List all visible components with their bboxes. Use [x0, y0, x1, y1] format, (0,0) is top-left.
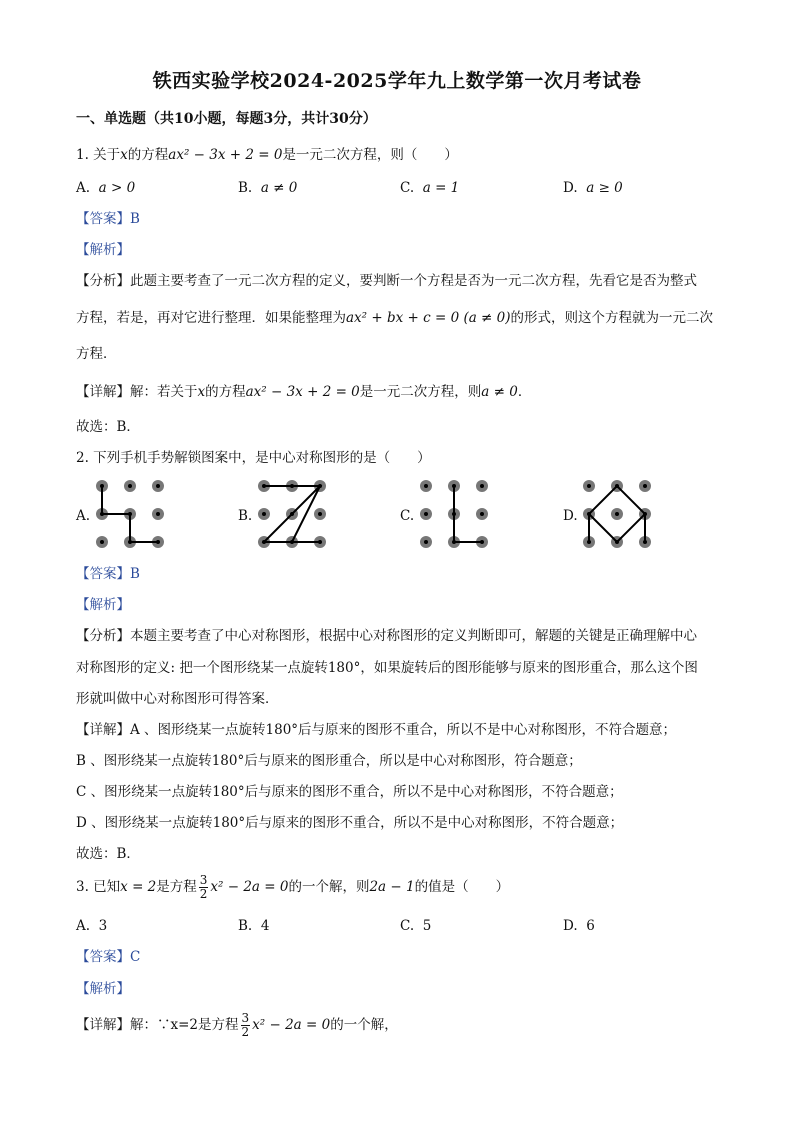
q1-analysis-2a: 方程，若是，再对它进行整理．如果能整理为 [76, 310, 346, 326]
q3-option-c [400, 917, 431, 935]
q3-detail-fraction [241, 1012, 251, 1039]
q1-stem [76, 146, 458, 164]
q3-detail-a: 【详解】解：∵x=2是方程 [76, 1017, 239, 1033]
q3-analysis-head: 【解析】 [76, 981, 130, 997]
option-label: C. [400, 918, 415, 934]
q1-var: x [120, 147, 128, 163]
option-text: 6 [586, 918, 595, 934]
q3-option-a [76, 917, 107, 935]
option-text: a ≥ 0 [586, 180, 623, 196]
q3-option-b [238, 917, 269, 935]
q2-analysis-1: 【分析】本题主要考查了中心对称图形，根据中心对称图形的定义判断即可，解题的关键是正确理解中心 [76, 628, 697, 644]
q2-detail-2: B 、图形绕某一点旋转180°后与原来的图形重合，所以是中心对称图形，符合题意； [76, 753, 582, 769]
q1-detail-c: 是一元二次方程，则 [359, 384, 482, 400]
q1-analysis-3: 方程． [76, 346, 117, 362]
page-title: 铁西实验学校2024-2025学年九上数学第一次月考试卷 [152, 70, 642, 92]
q2-detail-4: D 、图形绕某一点旋转180°后与原来的图形不重合，所以不是中心对称图形，不符合题意； [76, 815, 624, 831]
q3-stem-pre: 3. 已知 [76, 879, 121, 895]
q2-figure-c [416, 476, 491, 551]
q3-detail-eq: x² − 2a = 0 [252, 1017, 331, 1033]
q1-detail-d: ． [517, 384, 532, 400]
q2-label-c: C. [400, 508, 415, 524]
q3-frac-den: 2 [199, 887, 208, 901]
q1-detail-eq2: a ≠ 0 [481, 384, 518, 400]
q2-analysis-head: 【解析】 [76, 597, 130, 613]
q3-fraction [199, 874, 209, 901]
option-label: B. [238, 918, 253, 934]
q1-equation: ax² − 3x + 2 = 0 [168, 147, 283, 163]
q3-stem [76, 872, 509, 902]
q1-analysis-2b: 的形式，则这个方程就为一元二次 [510, 310, 714, 326]
q2-label-b: B. [238, 508, 253, 524]
q1-detail-eq: ax² − 3x + 2 = 0 [245, 384, 360, 400]
q1-option-d [563, 179, 623, 197]
q1-detail-b: 的方程 [205, 384, 246, 400]
option-label: C. [400, 180, 415, 196]
q2-analysis-3: 形就叫做中心对称图形可得答案． [76, 691, 279, 707]
q1-detail-a: 【详解】解：若关于 [76, 384, 198, 400]
q3-detail [76, 1010, 398, 1040]
q1-analysis-2 [76, 309, 713, 327]
option-text: a = 1 [422, 180, 460, 196]
option-label: A. [76, 918, 91, 934]
q1-stem-pre: 1. 关于 [76, 147, 121, 163]
option-label: A. [76, 180, 91, 196]
q1-stem-post: 是一元二次方程，则（ ） [282, 147, 458, 163]
q3-stem-mid2: 的一个解，则 [288, 879, 370, 895]
q2-stem: 2. 下列手机手势解锁图案中，是中心对称图形的是（ ） [76, 450, 431, 466]
option-text: 3 [98, 918, 108, 934]
q3-eq1: x = 2 [120, 879, 157, 895]
q2-choice: 故选：B． [76, 846, 140, 862]
q1-option-a [76, 179, 135, 197]
q3-detail-frac-den: 2 [241, 1025, 250, 1039]
q3-eq2: x² − 2a = 0 [210, 879, 289, 895]
q1-analysis-1: 【分析】此题主要考查了一元二次方程的定义，要判断一个方程是否为一元二次方程，先看它是否为整式 [76, 273, 697, 289]
q1-answer: 【答案】B [76, 211, 140, 227]
q3-answer: 【答案】C [76, 949, 141, 965]
q2-detail-3: C 、图形绕某一点旋转180°后与原来的图形不重合，所以不是中心对称图形，不符合题意； [76, 784, 623, 800]
option-text: a ≠ 0 [260, 180, 298, 196]
option-label: B. [238, 180, 253, 196]
option-label: D. [563, 918, 578, 934]
q1-analysis-head: 【解析】 [76, 242, 130, 258]
q2-label-a: A. [76, 508, 91, 524]
q2-label-d: D. [563, 508, 578, 524]
q2-figure-b [254, 476, 329, 551]
option-label: D. [563, 180, 578, 196]
q2-detail-1: 【详解】A 、图形绕某一点旋转180°后与原来的图形不重合，所以不是中心对称图形，不符合题意； [76, 722, 677, 738]
q3-frac-num: 3 [199, 873, 208, 887]
option-text: a > 0 [98, 180, 136, 196]
q2-figure-a [92, 476, 167, 551]
q1-detail [76, 383, 531, 401]
q2-figure-d [579, 476, 654, 551]
q2-answer: 【答案】B [76, 566, 140, 582]
q3-stem-mid: 是方程 [156, 879, 197, 895]
option-text: 5 [422, 918, 432, 934]
q3-eq3: 2a − 1 [369, 879, 415, 895]
section-heading: 一、单选题（共10小题，每题3分，共计30分） [76, 111, 377, 127]
q1-analysis-2eq: ax² + bx + c = 0 (a ≠ 0) [346, 310, 511, 326]
q2-analysis-2: 对称图形的定义: 把一个图形绕某一点旋转180°，如果旋转后的图形能够与原来的图形重合，那么这个图 [76, 660, 698, 676]
q1-option-b [238, 179, 297, 197]
q1-option-c [400, 179, 459, 197]
q1-stem-mid: 的方程 [127, 147, 169, 163]
q3-option-d [563, 917, 595, 935]
q1-detail-var: x [197, 384, 206, 400]
q3-stem-post: 的值是（ ） [414, 879, 510, 895]
q3-detail-b: 的一个解， [330, 1017, 398, 1033]
q1-choice: 故选：B． [76, 419, 140, 435]
q3-detail-frac-num: 3 [241, 1011, 250, 1025]
option-text: 4 [260, 918, 270, 934]
